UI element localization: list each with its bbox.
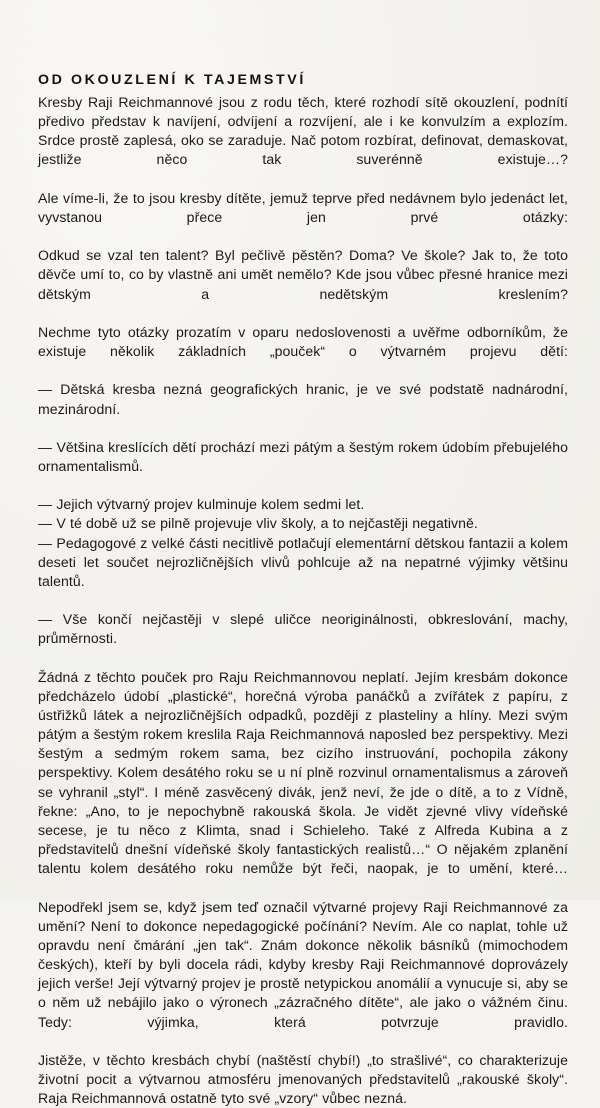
- paragraph: Odkud se vzal ten talent? Byl pečlivě pěstěn? Doma? Ve škole? Jak to, že toto děvče umí to, co by vlastně ani umět nemělo? Kde jsou vůbec přesné hranice mezi dětským a nedětským kreslením?: [38, 247, 568, 302]
- paragraph: Jistěže, v těchto kresbách chybí (naštěstí chybí!) „to strašlivé“, co charakterizuje životní pocit a výtvarnou atmosféru jmenovaných představitelů „rakouské školy“. Raja Reichmannová ostatně tyto své „vzory“ vůbec nezná.: [38, 1051, 568, 1107]
- paragraph: Žádná z těchto pouček pro Raju Reichmannovou neplatí. Jejím kresbám dokonce předcházelo údobí „plastické“, horečná výroba panáčků a zvířátek z papíru, z ústřižků látek a nejrozličnějších odpadků, později z plasteliny a hlíny. Mezi svým pátým a šestým rokem kreslila Raja Reichmannová naposled bez perspektivy. Mezi šestým a sedmým rokem sama, bez cizího instruování, pochopila zákony perspektivy. Kolem desátého roku se u ní plně rozvinul ornamentalismus a zároveň se vyhranil „styl“. I méně zasvěcený divák, jenž neví, že jde o dítě, a to z Vídně, řekne: „Ano, to je nepochybně rakouská škola. Je vidět zjevné vlivy vídeňské secese, je tu něco z Klimta, snad i Schieleho. Také z Alfreda Kubina a z představitelů dnešní vídeňské školy fantastických realistů…“ O nějakém zplanění talentu kolem desátého roku nemůže být řeči, naopak, je to umění, které…: [38, 668, 568, 877]
- article-body: [38, 93, 568, 1108]
- dash-list-item: — Vše končí nejčastěji v slepé uličce neoriginálnosti, obkreslování, machy, průměrnosti.: [38, 611, 568, 647]
- dash-list-item: — Pedagogové z velké části necitlivě potlačují elementární dětskou fantazii a kolem deseti let součet nejrozličnějších vlivů pohlcuje až na nepatrné výjimky většinu talentů.: [38, 534, 568, 589]
- dash-list-item: — Většina kreslících dětí prochází mezi pátým a šestým rokem údobím přebujelého ornamentalismů.: [38, 438, 568, 474]
- paragraph: Ale víme-li, že to jsou kresby dítěte, jemuž teprve před nedávnem bylo jedenáct let, vyvstanou přece jen prvé otázky:: [38, 189, 568, 225]
- paragraph: Nechme tyto otázky prozatím v oparu nedoslovenosti a uvěřme odborníkům, že existuje několik základních „pouček“ o výtvarném projevu dětí:: [38, 323, 568, 360]
- paragraph: Kresby Raji Reichmannové jsou z rodu těch, které rozhodí sítě okouzlení, podnítí předivo představ k navíjení, odvíjení a rozvíjení, ale i ke konvulzím a explozím. Srdce prostě zaplesá, oko se zaraduje. Nač potom rozbírat, definovat, demaskovat, jestliže něco tak suverénně existuje…?: [38, 94, 568, 168]
- document-page: [38, 0, 568, 1107]
- dash-list-item: — V té době už se pilně projevuje vliv školy, a to nejčastěji negativně.: [38, 515, 478, 532]
- page-title: OD OKOUZLENÍ K TAJEMSTVÍ: [38, 71, 306, 88]
- paragraph: Nepodřekl jsem se, když jsem teď označil výtvarné projevy Raji Reichmannové za umění? Není to dokonce nepedagogické počínání? Nevím. Ale co naplat, tohle už opravdu není čmárání „jen tak“. Znám dokonce několik básníků (mimochodem českých), kteří by byli docela rádi, kdyby kresby Raji Reichmannové doprovázely jejich verše! Její výtvarný projev je prostě netypickou anomálií a vynucuje si, aby se o něm už nebájilo jako o výronech „zázračného dítěte“, ale jako o vážném činu. Tedy: výjimka, která potvrzuje pravidlo.: [38, 898, 568, 1030]
- dash-list-item: — Jejich výtvarný projev kulminuje kolem sedmi let.: [38, 496, 365, 513]
- dash-list-item: — Dětská kresba nezná geografických hranic, je ve své podstatě nadnárodní, mezinárodní.: [38, 381, 568, 417]
